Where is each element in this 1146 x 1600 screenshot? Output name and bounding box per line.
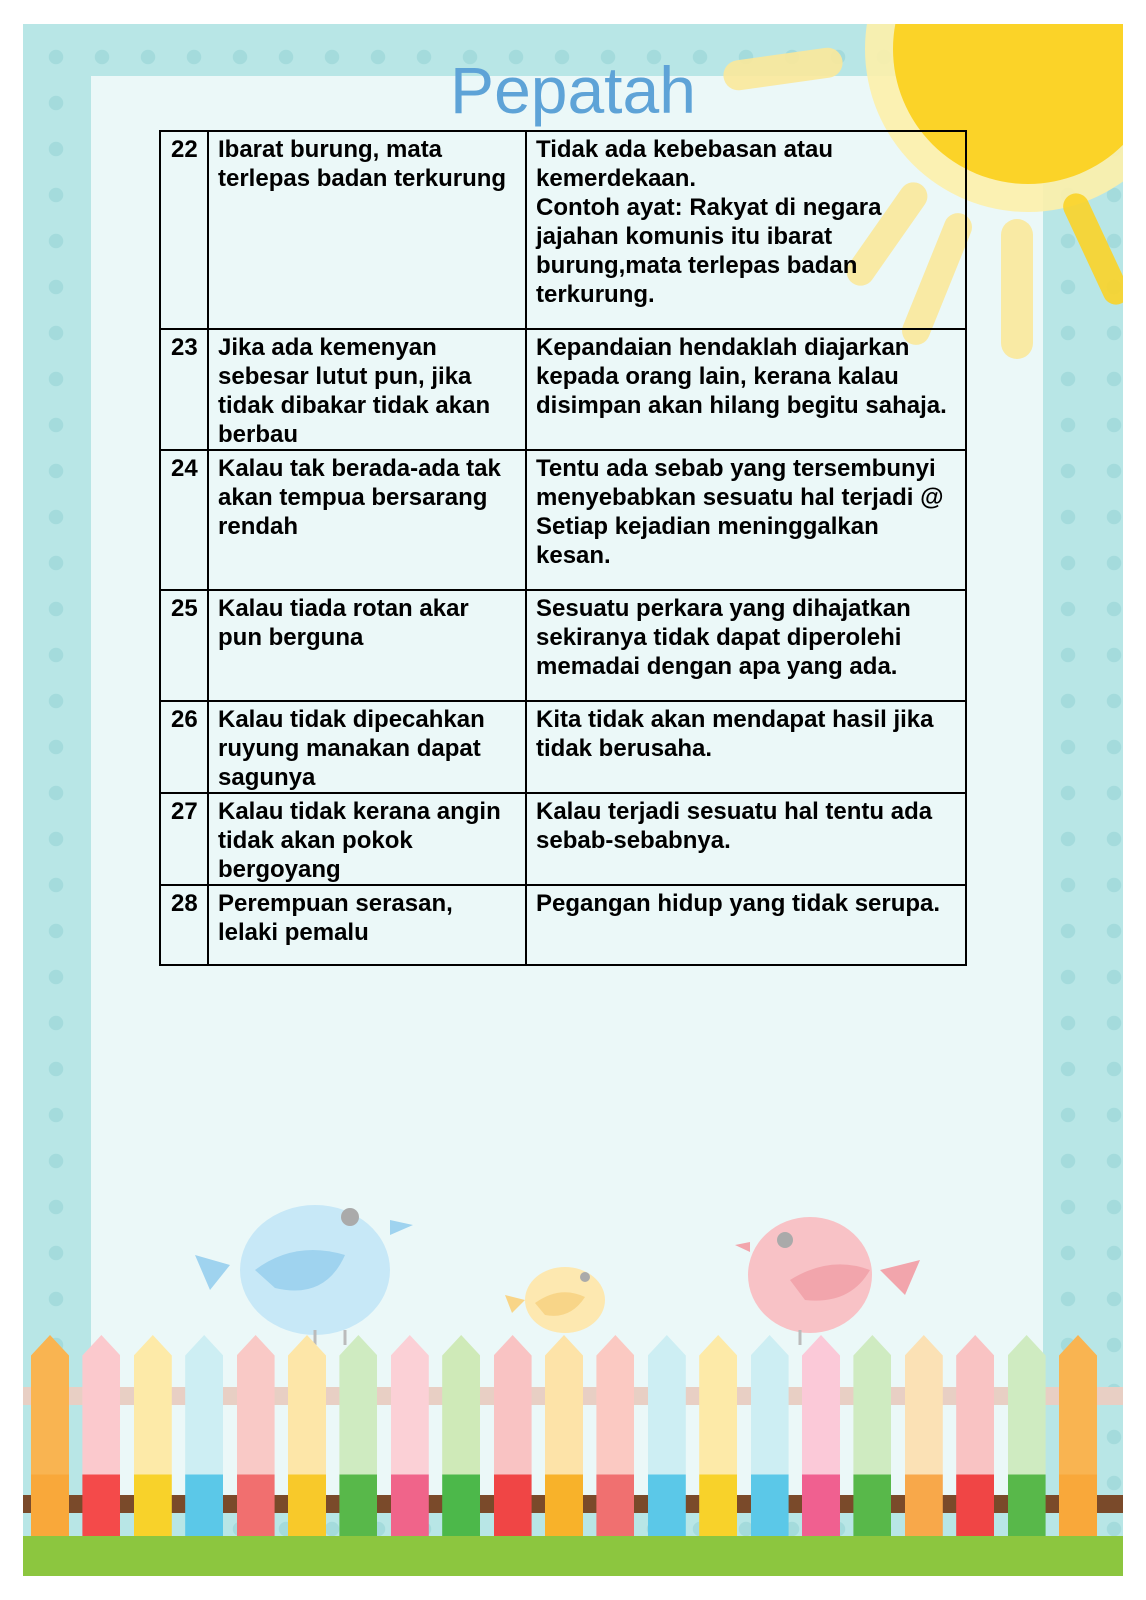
maksud-cell: Kepandaian hendaklah diajarkan kepada orang lain, kerana kalau disimpan akan hilang begitu sahaja. [526,329,966,450]
fence-picket [1059,1335,1097,1540]
fence-picket [442,1335,480,1540]
maksud-cell: Kalau terjadi sesuatu hal tentu ada sebab-sebabnya. [526,793,966,885]
maksud-cell: Pegangan hidup yang tidak serupa. [526,885,966,965]
maksud-cell: Tidak ada kebebasan atau kemerdekaan. Contoh ayat: Rakyat di negara jajahan komunis itu ibarat burung,mata terlepas badan terkurung. [526,131,966,329]
row-number: 26 [160,701,208,793]
fence-picket [853,1335,891,1540]
fence-picket [596,1335,634,1540]
pepatah-table [159,130,967,966]
fence-picket [134,1335,172,1540]
maksud-cell: Tentu ada sebab yang tersembunyi menyebabkan sesuatu hal terjadi @ Setiap kejadian meninggalkan kesan. [526,450,966,590]
picket-fence [23,1335,1123,1576]
fence-picket [648,1335,686,1540]
table-row [160,131,966,329]
maksud-cell: Kita tidak akan mendapat hasil jika tidak berusaha. [526,701,966,793]
row-number: 28 [160,885,208,965]
fence-picket [185,1335,223,1540]
fence-picket [545,1335,583,1540]
table-row [160,885,966,965]
fence-picket [391,1335,429,1540]
table-row [160,793,966,885]
pepatah-cell: Jika ada kemenyan sebesar lutut pun, jika tidak dibakar tidak akan berbau [208,329,526,450]
fence-picket [802,1335,840,1540]
pepatah-cell: Kalau tidak dipecahkan ruyung manakan dapat sagunya [208,701,526,793]
row-number: 22 [160,131,208,329]
blue-bird-icon [185,1170,425,1350]
pink-bird-icon [730,1200,930,1350]
fence-picket [751,1335,789,1540]
pepatah-cell: Ibarat burung, mata terlepas badan terkurung [208,131,526,329]
fence-picket [31,1335,69,1540]
row-number: 25 [160,590,208,701]
fence-picket [1008,1335,1046,1540]
sun-ray [1001,219,1033,359]
fence-picket [699,1335,737,1540]
yellow-bird-icon [500,1255,620,1345]
table-row [160,329,966,450]
grass [23,1536,1123,1576]
pepatah-cell: Kalau tiada rotan akar pun berguna [208,590,526,701]
page-title: Pepatah [450,53,696,127]
fence-picket [905,1335,943,1540]
pepatah-cell: Perempuan serasan, lelaki pemalu [208,885,526,965]
fence-picket [237,1335,275,1540]
table-row [160,450,966,590]
fence-picket [82,1335,120,1540]
table-row [160,701,966,793]
row-number: 27 [160,793,208,885]
row-number: 24 [160,450,208,590]
fence-picket [339,1335,377,1540]
pepatah-cell: Kalau tidak kerana angin tidak akan pokok bergoyang [208,793,526,885]
sun-ray [1059,189,1123,309]
fence-picket [494,1335,532,1540]
row-number: 23 [160,329,208,450]
fence-picket [288,1335,326,1540]
table-row [160,590,966,701]
maksud-cell: Sesuatu perkara yang dihajatkan sekiranya tidak dapat diperolehi memadai dengan apa yang ada. [526,590,966,701]
pepatah-cell: Kalau tak berada-ada tak akan tempua bersarang rendah [208,450,526,590]
fence-picket [956,1335,994,1540]
